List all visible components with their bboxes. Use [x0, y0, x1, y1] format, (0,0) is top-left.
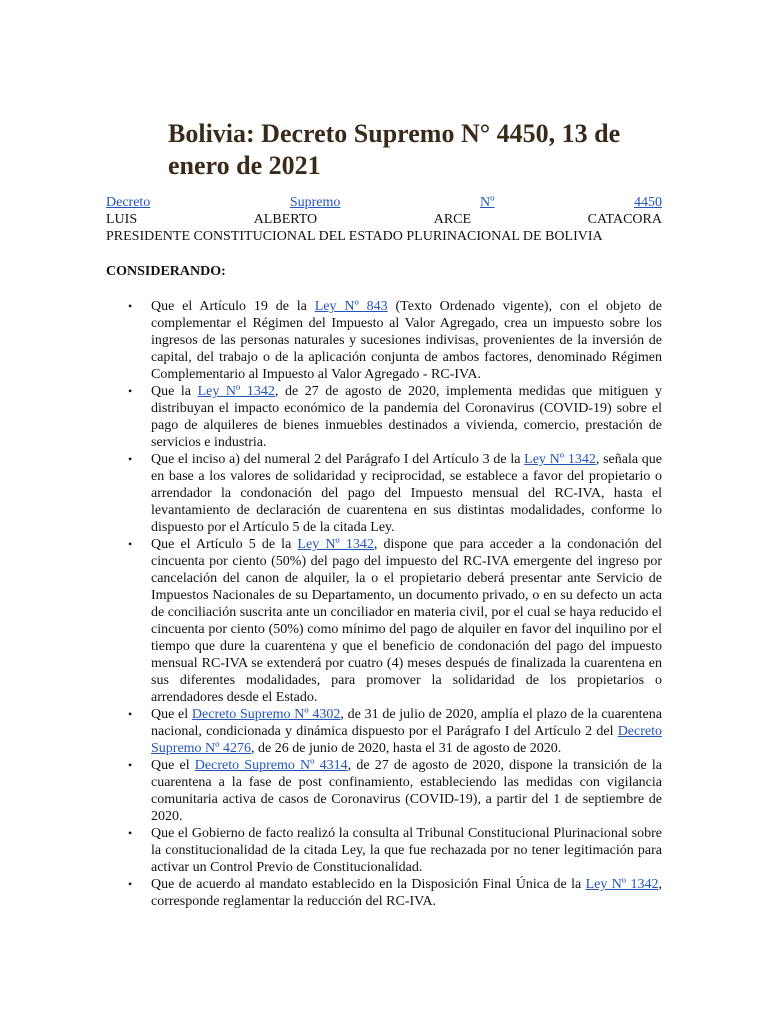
clause-text: , de 27 de agosto de 2020, implementa medidas que mitiguen y distribuyan el impacto económico de la pandemia del Coronavirus (COVID-19) sobre el pago de alquileres de bienes inmuebles destinados a vivienda, comercio, prestación de servicios e industria. [151, 384, 662, 450]
considerando-item [106, 451, 662, 536]
law-link[interactable]: Ley Nº 1342 [585, 877, 659, 892]
law-link[interactable]: Ley Nº 843 [314, 299, 388, 314]
clause-text: Que el Gobierno de facto realizó la consulta al Tribunal Constitucional Plurinacional sobre la constitucionalidad de la citada Ley, la que fue rechazada por no tener legitimación para activar un Control Previo de Constitucionalidad. [151, 826, 662, 875]
president-name-line [106, 211, 662, 228]
clause-text: Que el Artículo 19 de la [151, 299, 315, 314]
clause-text: Que el Artículo 5 de la [151, 537, 298, 552]
clause-text: , corresponde reglamentar la reducción del RC-IVA. [151, 877, 663, 909]
considerando-item [106, 298, 662, 383]
considerando-item [106, 876, 662, 910]
considerando-item [106, 757, 662, 825]
law-link[interactable]: Ley Nº 1342 [297, 537, 374, 552]
decree-link-word[interactable]: Supremo [289, 195, 341, 210]
clause-text: Que de acuerdo al mandato establecido en la Disposición Final Única de la [151, 877, 586, 892]
clause-text: , de 31 de julio de 2020, amplía el plazo de la cuarentena nacional, condicionada y dinámica dispuesto por el Parágrafo I del Artículo 2 del [151, 707, 662, 739]
decree-link-word[interactable]: Decreto [106, 195, 151, 210]
decree-link[interactable]: Decreto Supremo Nº 4276 [151, 724, 662, 756]
clause-text: Que la [151, 384, 198, 399]
decree-link-word[interactable]: Nº [479, 195, 495, 210]
decree-link[interactable]: Decreto Supremo Nº 4314 [194, 758, 348, 773]
decree-link[interactable]: Decreto Supremo Nº 4302 [191, 707, 341, 722]
president-name-word: ALBERTO [253, 212, 318, 227]
decree-header [106, 194, 662, 245]
considerando-item [106, 383, 662, 451]
president-name-word: ARCE [433, 212, 472, 227]
president-title: PRESIDENTE CONSTITUCIONAL DEL ESTADO PLURINACIONAL DE BOLIVIA [106, 229, 603, 244]
page-title: Bolivia: Decreto Supremo N° 4450, 13 de enero de 2021 [168, 119, 621, 180]
president-name-word: CATACORA [587, 212, 662, 227]
decree-link-word[interactable]: 4450 [633, 195, 662, 210]
law-link[interactable]: Ley Nº 1342 [197, 384, 275, 399]
president-name-word: LUIS [106, 212, 138, 227]
considerando-item [106, 825, 662, 876]
considerando-item [106, 536, 662, 706]
clause-text: , de 26 de junio de 2020, hasta el 31 de agosto de 2020. [251, 741, 562, 756]
considerando-item [106, 706, 662, 757]
clause-text: Que el [151, 707, 192, 722]
clause-text: , de 27 de agosto de 2020, dispone la transición de la cuarentena a la fase de post confinamiento, estableciendo las medidas con vigilancia comunitaria activa de casos de Coronavirus (COVID-19), a partir del 1 de septiembre de 2020. [151, 758, 663, 824]
clause-text: (Texto Ordenado vigente), con el objeto de complementar el Régimen del Impuesto al Valor Agregado, crea un impuesto sobre los ingresos de las personas naturales y sucesiones indivisas, provenientes de la inversión de capital, del trabajo o de la aplicación conjunta de ambos factores, denominado Régimen Complementario al Impuesto al Valor Agregado - RC-IVA. [151, 299, 663, 382]
clause-text: Que el inciso a) del numeral 2 del Parágrafo I del Artículo 3 de la [151, 452, 525, 467]
decree-title-line [106, 194, 662, 211]
clause-text: , señala que en base a los valores de solidaridad y reciprocidad, se establece a favor del propietario o arrendador la condonación del pago del Impuesto mensual del RC-IVA, hasta el levantamiento de declaración de cuarentena en sus distintas modalidades, conforme lo dispuesto por el Artículo 5 de la citada Ley. [151, 452, 662, 535]
clause-text: , dispone que para acceder a la condonación del cincuenta por ciento (50%) del pago del impuesto del RC-IVA emergente del ingreso por cancelación del canon de alquiler, la o el propietario deberá presentar ante Servicio de Impuestos Nacionales de su Departamento, un documento privado, o en su defecto un acta de conciliación suscrita ante un conciliador en materia civil, por el cual se haya reducido el cincuenta por ciento (50%) como mínimo del pago de alquiler en favor del inquilino por el tiempo que dure la cuarentena y que el beneficio de condonación del pago del impuesto mensual RC-IVA se extenderá por cuatro (4) meses después de finalizada la cuarentena en sus diferentes modalidades, para promover la solidaridad de los propietarios o arrendadores desde el Estado. [151, 537, 662, 705]
clause-text: Que el [151, 758, 195, 773]
considerando-heading: CONSIDERANDO: [106, 264, 226, 279]
considerando-list [106, 298, 662, 910]
law-link[interactable]: Ley Nº 1342 [524, 452, 596, 467]
